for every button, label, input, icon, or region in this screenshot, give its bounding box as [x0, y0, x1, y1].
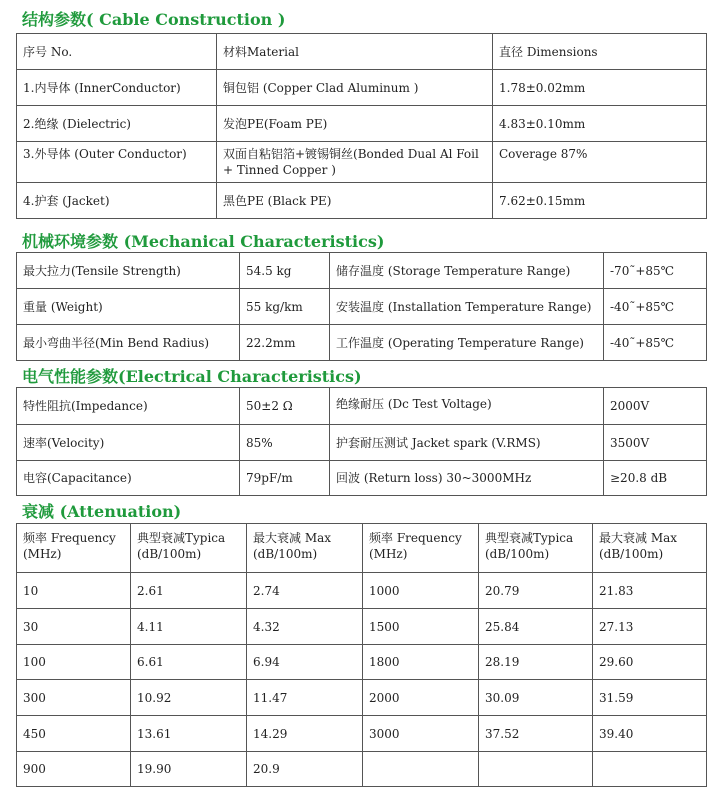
- table-cell: ≥20.8 dB: [604, 461, 707, 496]
- table-row: [17, 425, 707, 461]
- table-cell: 铜包铝 (Copper Clad Aluminum ): [217, 70, 493, 106]
- table-cell: -40˜+85℃: [604, 325, 707, 361]
- table-cell: 3000: [363, 716, 479, 752]
- table-cell: 79pF/m: [240, 461, 330, 496]
- table-cell: 6.94: [247, 645, 363, 680]
- cable-construction-table: [16, 33, 707, 219]
- table-cell: 27.13: [593, 609, 707, 645]
- table-cell: 1000: [363, 573, 479, 609]
- table-row: [17, 752, 707, 787]
- table-row: [17, 716, 707, 752]
- table-cell: [593, 752, 707, 787]
- table-cell: 绝缘耐压 (Dc Test Voltage): [330, 388, 604, 425]
- table-cell: 13.61: [131, 716, 247, 752]
- table-cell: 护套耐压测试 Jacket spark (V.RMS): [330, 425, 604, 461]
- table-row: [17, 106, 707, 142]
- table-cell: [363, 752, 479, 787]
- table-cell: 1800: [363, 645, 479, 680]
- table-cell: 电容(Capacitance): [17, 461, 240, 496]
- table-cell: 2.74: [247, 573, 363, 609]
- table-row: [17, 142, 707, 183]
- table-row: [17, 388, 707, 425]
- header-cell: 最大衰减 Max (dB/100m): [247, 524, 363, 573]
- table-row: [17, 183, 707, 219]
- table-cell: 85%: [240, 425, 330, 461]
- table-cell: 30.09: [479, 680, 593, 716]
- table-cell: 最小弯曲半径(Min Bend Radius): [17, 325, 240, 361]
- table-cell: 黑色PE (Black PE): [217, 183, 493, 219]
- table-cell: 39.40: [593, 716, 707, 752]
- table-cell: 发泡PE(Foam PE): [217, 106, 493, 142]
- table-row: [17, 680, 707, 716]
- table-cell: 1.内导体 (InnerConductor): [17, 70, 217, 106]
- table-cell: 30: [17, 609, 131, 645]
- table-cell: 19.90: [131, 752, 247, 787]
- table-cell: 31.59: [593, 680, 707, 716]
- table-cell: 25.84: [479, 609, 593, 645]
- table-cell: 6.61: [131, 645, 247, 680]
- table-cell: 10: [17, 573, 131, 609]
- table-cell: 28.19: [479, 645, 593, 680]
- table-cell: 10.92: [131, 680, 247, 716]
- table-cell: 7.62±0.15mm: [493, 183, 707, 219]
- table-cell: 100: [17, 645, 131, 680]
- table-cell: 450: [17, 716, 131, 752]
- header-cell: 直径 Dimensions: [493, 34, 707, 70]
- table-cell: -70˜+85℃: [604, 253, 707, 289]
- table-cell: 20.79: [479, 573, 593, 609]
- table-row: [17, 70, 707, 106]
- table-cell: Coverage 87%: [493, 142, 707, 183]
- table-cell: 2000V: [604, 388, 707, 425]
- table-cell: 回波 (Return loss) 30~3000MHz: [330, 461, 604, 496]
- table-cell: 11.47: [247, 680, 363, 716]
- table-cell: 双面自粘铝箔+镀锡铜丝(Bonded Dual Al Foil + Tinned Copper ): [217, 142, 493, 183]
- mechanical-table: [16, 252, 707, 361]
- table-cell: 储存温度 (Storage Temperature Range): [330, 253, 604, 289]
- table-row: [17, 645, 707, 680]
- table-cell: 1500: [363, 609, 479, 645]
- electrical-heading: 电气性能参数(Electrical Characteristics): [22, 367, 362, 386]
- table-cell: 3.外导体 (Outer Conductor): [17, 142, 217, 183]
- header-cell: 典型衰减Typica (dB/100m): [131, 524, 247, 573]
- table-cell: 重量 (Weight): [17, 289, 240, 325]
- table-cell: 37.52: [479, 716, 593, 752]
- table-cell: 1.78±0.02mm: [493, 70, 707, 106]
- table-row: [17, 289, 707, 325]
- header-cell: 典型衰减Typica (dB/100m): [479, 524, 593, 573]
- table-cell: 2000: [363, 680, 479, 716]
- table-cell: 50±2 Ω: [240, 388, 330, 425]
- table-header-row: [17, 524, 707, 573]
- table-cell: 安装温度 (Installation Temperature Range): [330, 289, 604, 325]
- table-cell: 20.9: [247, 752, 363, 787]
- table-cell: 工作温度 (Operating Temperature Range): [330, 325, 604, 361]
- table-cell: -40˜+85℃: [604, 289, 707, 325]
- header-cell: 频率 Frequency (MHz): [17, 524, 131, 573]
- table-cell: 55 kg/km: [240, 289, 330, 325]
- cable-construction-heading: 结构参数( Cable Construction ): [22, 10, 286, 29]
- table-row: [17, 573, 707, 609]
- table-cell: 速率(Velocity): [17, 425, 240, 461]
- table-row: [17, 325, 707, 361]
- table-cell: 3500V: [604, 425, 707, 461]
- table-row: [17, 253, 707, 289]
- table-row: [17, 461, 707, 496]
- table-cell: 21.83: [593, 573, 707, 609]
- header-cell: 最大衰减 Max (dB/100m): [593, 524, 707, 573]
- table-cell: 4.11: [131, 609, 247, 645]
- electrical-table: [16, 387, 707, 496]
- table-cell: 2.绝缘 (Dielectric): [17, 106, 217, 142]
- header-cell: 材料Material: [217, 34, 493, 70]
- table-cell: 54.5 kg: [240, 253, 330, 289]
- attenuation-table: [16, 523, 707, 787]
- table-cell: 14.29: [247, 716, 363, 752]
- table-cell: 22.2mm: [240, 325, 330, 361]
- table-cell: 最大拉力(Tensile Strength): [17, 253, 240, 289]
- table-header-row: [17, 34, 707, 70]
- table-cell: 4.32: [247, 609, 363, 645]
- header-cell: 频率 Frequency (MHz): [363, 524, 479, 573]
- table-cell: [479, 752, 593, 787]
- header-cell: 序号 No.: [17, 34, 217, 70]
- table-cell: 4.护套 (Jacket): [17, 183, 217, 219]
- table-cell: 300: [17, 680, 131, 716]
- attenuation-heading: 衰减 (Attenuation): [22, 502, 182, 521]
- table-cell: 特性阻抗(Impedance): [17, 388, 240, 425]
- table-row: [17, 609, 707, 645]
- table-cell: 4.83±0.10mm: [493, 106, 707, 142]
- table-cell: 2.61: [131, 573, 247, 609]
- table-cell: 29.60: [593, 645, 707, 680]
- mechanical-heading: 机械环境参数 (Mechanical Characteristics): [22, 232, 385, 251]
- table-cell: 900: [17, 752, 131, 787]
